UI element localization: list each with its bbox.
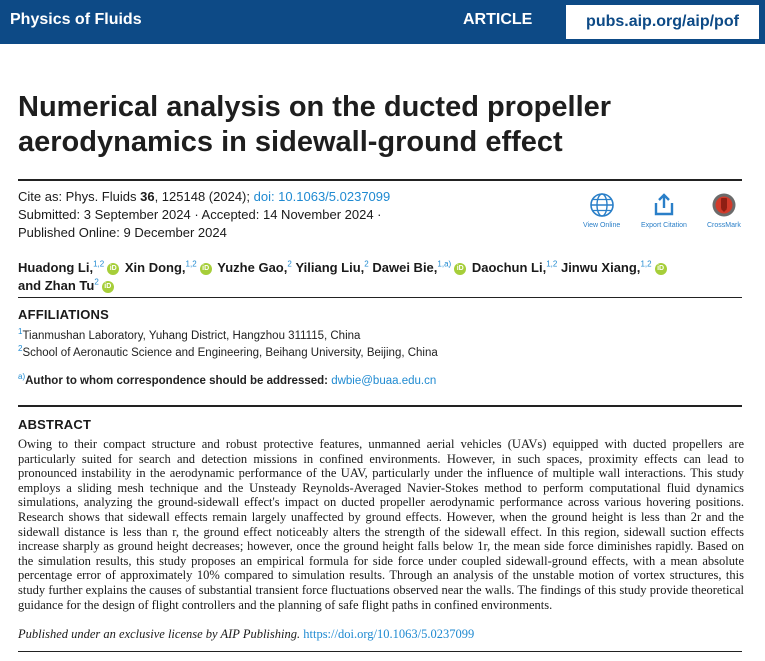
abstract-divider bbox=[18, 405, 742, 407]
affiliation-item bbox=[18, 327, 361, 342]
author-affil-sup: 2 bbox=[364, 259, 369, 269]
journal-header bbox=[0, 0, 765, 44]
corr-email-link[interactable]: dwbie@buaa.edu.cn bbox=[331, 375, 437, 387]
crossmark-label: CrossMark bbox=[707, 222, 741, 229]
author-affil-sup: 1,2 bbox=[640, 259, 652, 269]
affil-sup: 2 bbox=[18, 344, 23, 354]
author-affil-sup: 1,a) bbox=[437, 259, 452, 269]
affil-sup: 1 bbox=[18, 327, 23, 337]
orcid-icon[interactable]: iD bbox=[102, 281, 114, 293]
author-name[interactable]: and Zhan Tu bbox=[18, 278, 95, 293]
authors-divider bbox=[18, 297, 742, 298]
export-icon bbox=[651, 192, 677, 218]
crossmark-button[interactable] bbox=[707, 192, 741, 229]
cite-prefix: Cite as: Phys. Fluids bbox=[18, 189, 141, 204]
crossmark-icon bbox=[711, 192, 737, 218]
title-divider bbox=[18, 179, 742, 181]
affiliation-item bbox=[18, 344, 438, 359]
site-link-box[interactable] bbox=[566, 5, 759, 39]
citation-block bbox=[18, 188, 458, 242]
cite-volume: 36 bbox=[140, 189, 155, 204]
orcid-icon[interactable]: iD bbox=[454, 263, 466, 275]
author-affil-sup: 1,2 bbox=[93, 259, 105, 269]
dates-line-2: Published Online: 9 December 2024 bbox=[18, 225, 227, 240]
license-text: Published under an exclusive license by AIP Publishing. bbox=[18, 627, 301, 641]
correspondence-line bbox=[18, 372, 437, 387]
doi-link[interactable]: doi: 10.1063/5.0237099 bbox=[253, 189, 391, 204]
author-name[interactable]: Huadong Li, bbox=[18, 260, 94, 275]
view-online-label: View Online bbox=[583, 222, 621, 229]
author-name[interactable]: Dawei Bie, bbox=[372, 260, 438, 275]
affil-text: Tianmushan Laboratory, Yuhang District, Hangzhou 311115, China bbox=[22, 330, 361, 342]
export-citation-label: Export Citation bbox=[641, 222, 687, 229]
author-affil-sup: 1,2 bbox=[546, 259, 558, 269]
affil-text: School of Aeronautic Science and Engineering, Beihang University, Beijing, China bbox=[22, 347, 438, 359]
author-list bbox=[18, 259, 738, 295]
site-link[interactable]: pubs.aip.org/aip/pof bbox=[586, 13, 739, 30]
orcid-icon[interactable]: iD bbox=[107, 263, 119, 275]
author-affil-sup: 2 bbox=[287, 259, 292, 269]
author-affil-sup: 2 bbox=[94, 277, 99, 287]
view-online-button[interactable] bbox=[583, 192, 620, 229]
export-citation-button[interactable] bbox=[641, 192, 687, 229]
author-name[interactable]: Daochun Li, bbox=[471, 260, 547, 275]
corr-sup: a) bbox=[18, 372, 26, 382]
cite-pages: , 125148 (2024); bbox=[154, 189, 254, 204]
bottom-divider bbox=[18, 651, 742, 652]
corr-label: Author to whom correspondence should be addressed: bbox=[25, 375, 332, 387]
abstract-heading: ABSTRACT bbox=[18, 417, 92, 432]
journal-name[interactable]: Physics of Fluids bbox=[10, 11, 142, 28]
dates-line-1: Submitted: 3 September 2024 · Accepted: 14 November 2024 · bbox=[18, 207, 382, 222]
author-name[interactable]: Jinwu Xiang, bbox=[560, 260, 641, 275]
license-doi-link[interactable]: https://doi.org/10.1063/5.0237099 bbox=[303, 627, 475, 641]
orcid-icon[interactable]: iD bbox=[200, 263, 212, 275]
affiliations-heading: AFFILIATIONS bbox=[18, 307, 109, 322]
author-name[interactable]: Xin Dong, bbox=[124, 260, 186, 275]
orcid-icon[interactable]: iD bbox=[655, 263, 667, 275]
article-type-label: ARTICLE bbox=[463, 11, 533, 28]
license-line bbox=[18, 627, 474, 642]
author-name[interactable]: Yiliang Liu, bbox=[295, 260, 365, 275]
author-name[interactable]: Yuzhe Gao, bbox=[217, 260, 288, 275]
author-affil-sup: 1,2 bbox=[185, 259, 197, 269]
article-title: Numerical analysis on the ducted propeller aerodynamics in sidewall-ground effect bbox=[18, 91, 612, 158]
abstract-text: Owing to their compact structure and robust protective features, unmanned aerial vehicles (UAVs) equipped with ducted propellers are particularly suited for search and detection missions in confined environments. However, in such spaces, proximity effects can lead to pronounced instability in the aerodynamic performance of the UAV, particularly under the influence of multiple wall interactions. This study employs a sliding mesh technique and the Unsteady Reynolds-Averaged Navier-Stokes method to perform computational fluid dynamics simulations, analyzing the ground-sidewall effect's impact on ducted propeller aerodynamic performance across various hovering positions. Research shows that sidewall effects remain largely unaffected by ground effects. However, when the ground height is less than 2r and the sidewall distance is less than r, the ground effect noticeably alters the strength of the sidewall effect. In this region, sidewall suction effects increase sharply as ground height decreases; however, once the ground height falls below 1r, the mean side force diminishes rapidly. Based on the simulation results, this study proposes an empirical formula for side force under coupled sidewall-ground effects, with a mean absolute percentage error of approximately 10% compared to simulation results. Through an analysis of the unstable motion of vortex structures, this study further explains the causes of substantial transient force fluctuations observed near the walls. The findings of this study provide theoretical guidance for the design of flight controllers and the planning of safe flight paths in confined environments. bbox=[18, 437, 744, 612]
globe-icon bbox=[589, 192, 615, 218]
